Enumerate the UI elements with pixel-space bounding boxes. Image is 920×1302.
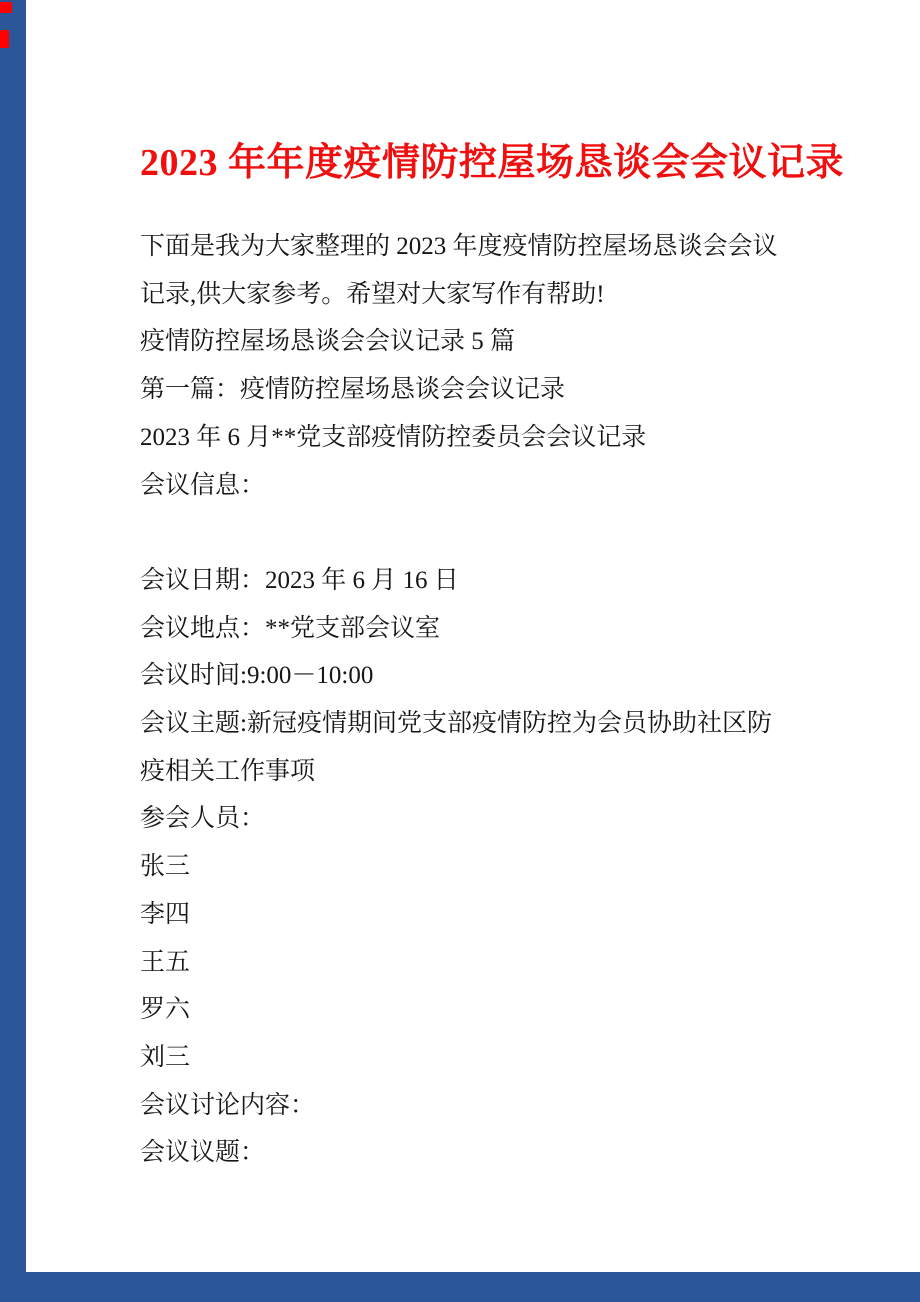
doc-line: 参会人员： <box>140 805 266 833</box>
doc-line: 会议时间:9:00－10:00 <box>140 662 374 690</box>
blank-line <box>140 509 800 557</box>
doc-line: 疫相关工作事项 <box>140 757 316 785</box>
doc-line: 2023 年 6 月**党支部疫情防控委员会会议记录 <box>140 423 647 451</box>
doc-line: 张三 <box>140 853 191 881</box>
doc-line: 罗六 <box>140 996 191 1024</box>
doc-line: 王五 <box>140 948 191 976</box>
document-body <box>140 223 800 1177</box>
viewer-left-edge <box>0 0 26 1302</box>
corner-marker <box>0 30 9 48</box>
doc-line: 记录,供大家参考。希望对大家写作有帮助! <box>140 280 605 308</box>
document-title: 2023 年年度疫情防控屋场恳谈会会议记录 <box>140 142 845 184</box>
doc-line: 李四 <box>140 900 191 928</box>
doc-line: 会议日期：2023 年 6 月 16 日 <box>140 566 459 594</box>
doc-line: 下面是我为大家整理的 2023 年度疫情防控屋场恳谈会会议 <box>140 233 778 260</box>
doc-line: 会议主题:新冠疫情期间党支部疫情防控为会员协助社区防 <box>140 710 772 738</box>
viewer-bottom-edge <box>0 1272 920 1302</box>
doc-line: 刘三 <box>140 1043 191 1071</box>
doc-line: 会议信息： <box>140 471 266 499</box>
doc-line: 第一篇：疫情防控屋场恳谈会会议记录 <box>140 376 566 404</box>
corner-marker <box>0 2 12 13</box>
doc-line: 会议议题： <box>140 1139 266 1167</box>
doc-line: 会议讨论内容： <box>140 1091 316 1119</box>
doc-line: 会议地点：**党支部会议室 <box>140 614 441 642</box>
doc-line: 疫情防控屋场恳谈会会议记录 5 篇 <box>140 328 516 356</box>
